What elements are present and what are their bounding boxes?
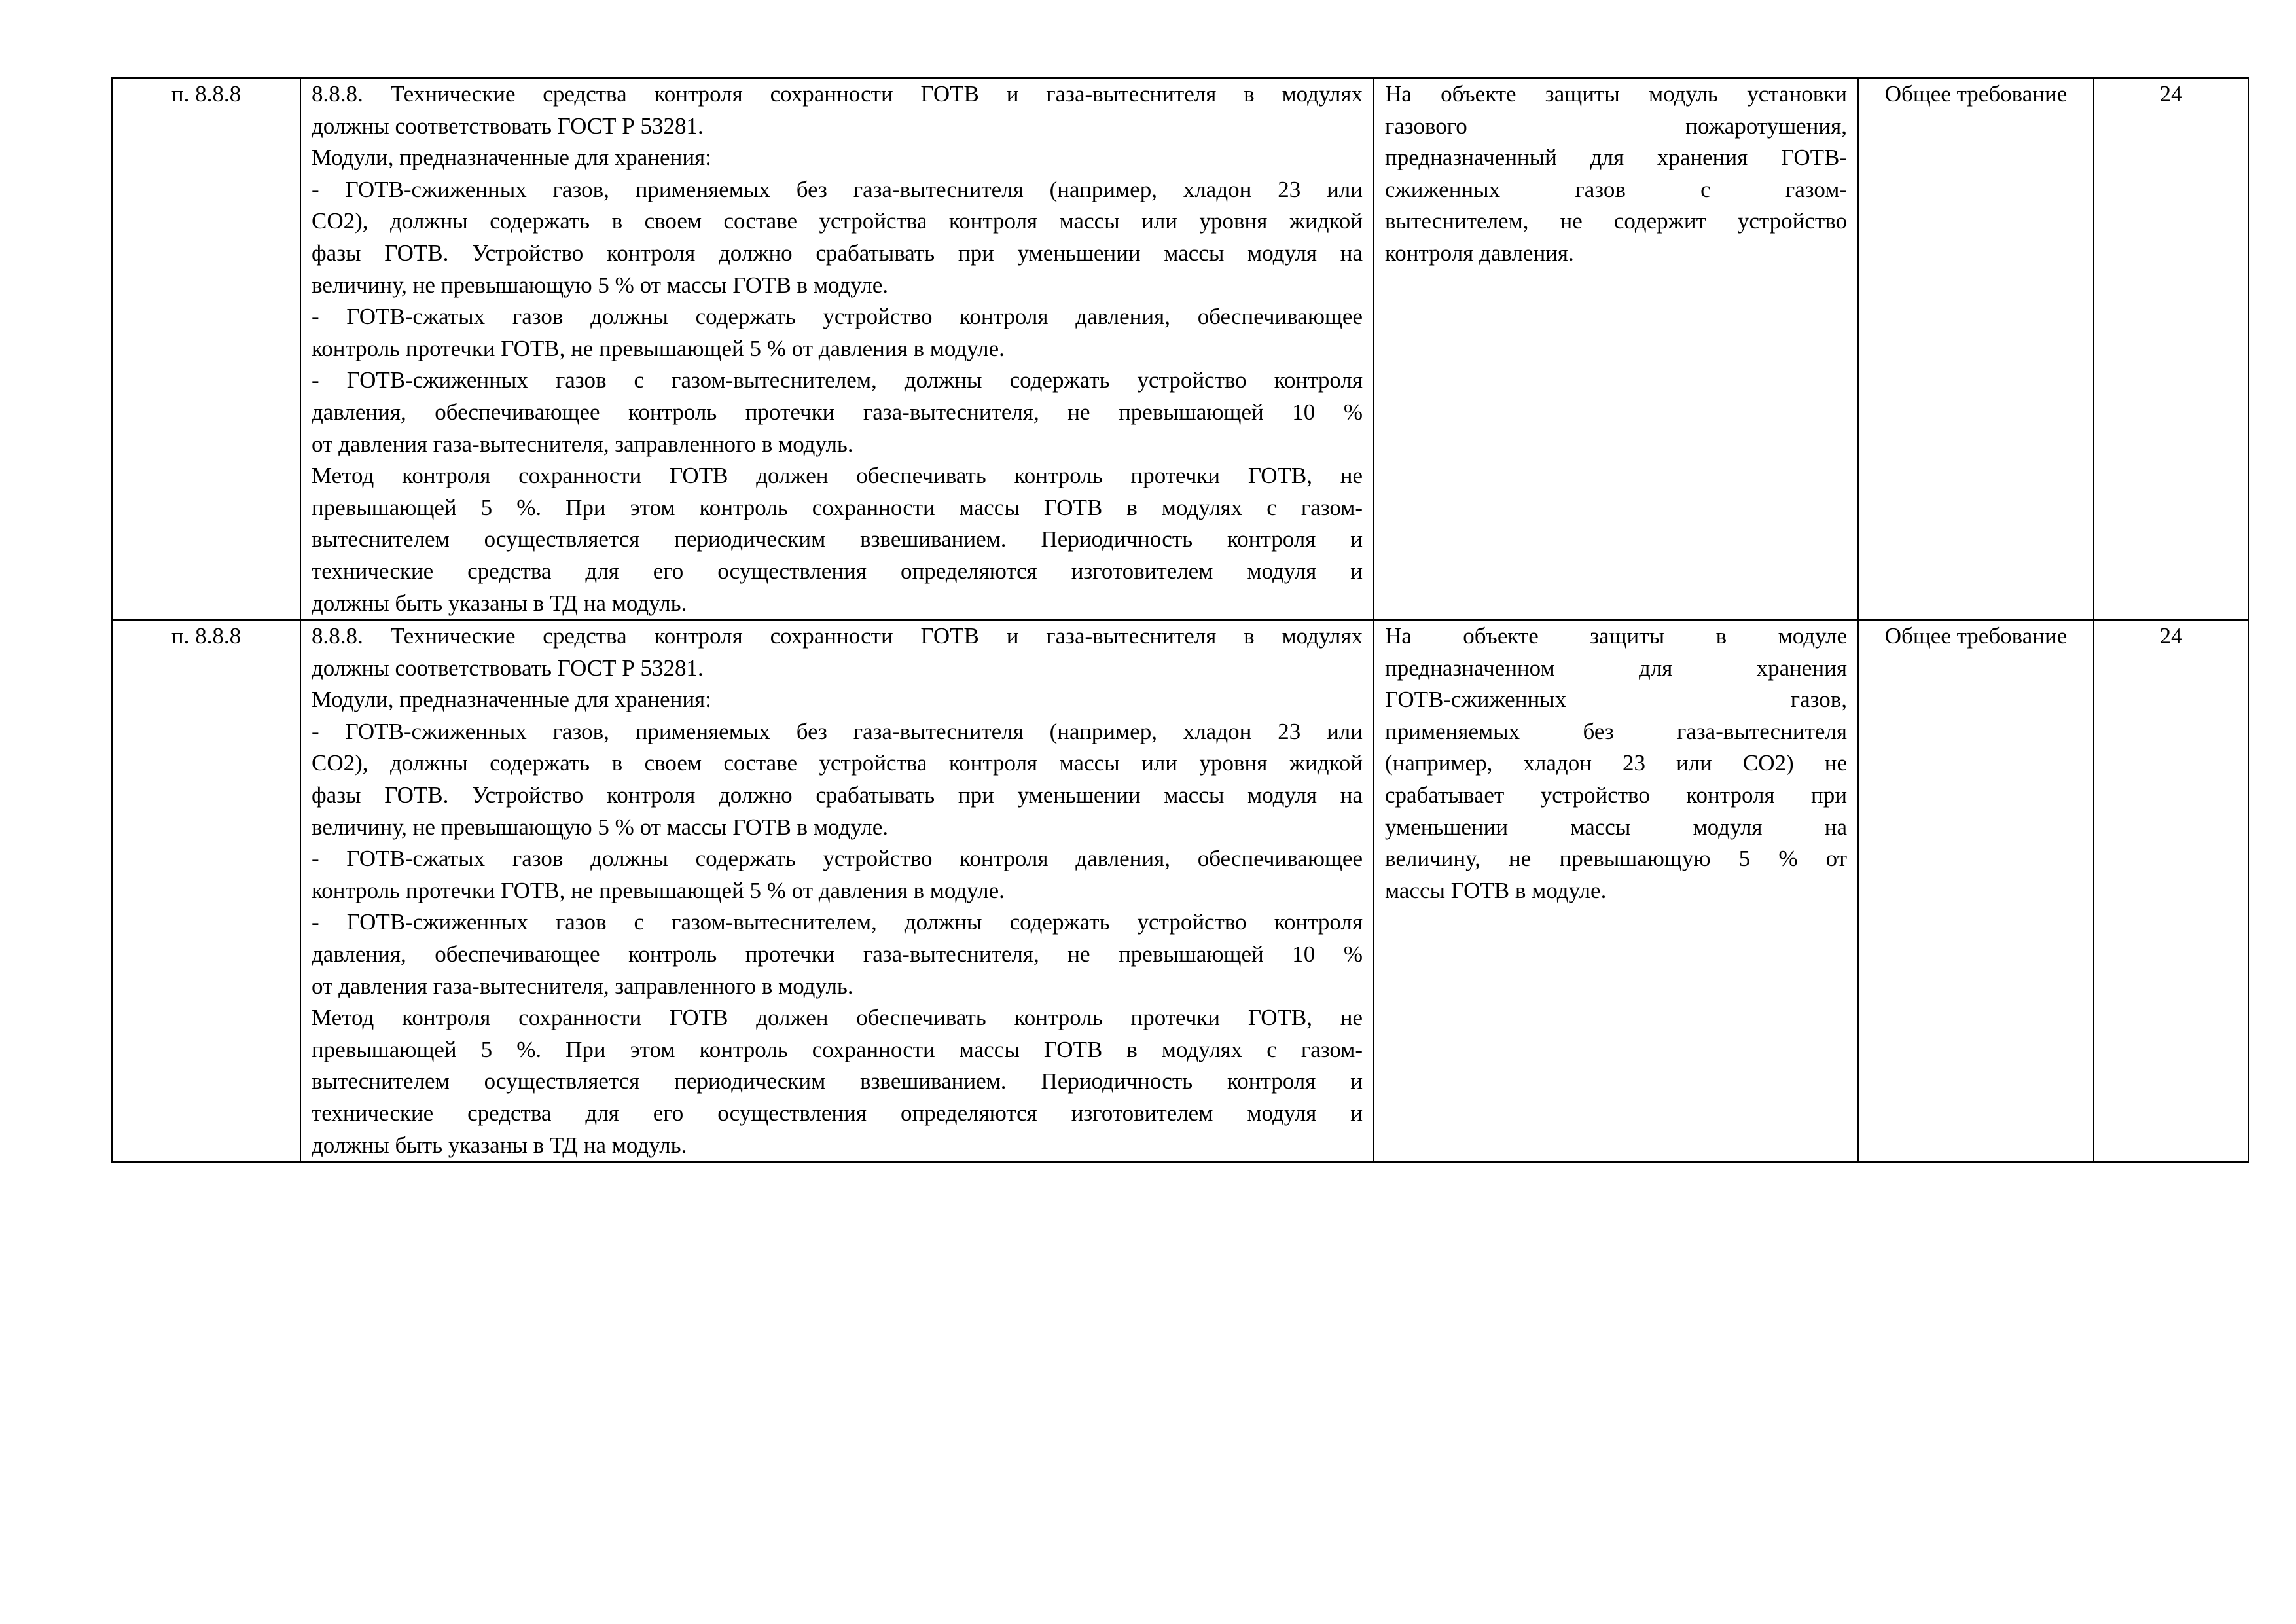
requirement-line: превышающей 5 %. При этом контроль сохранности массы ГОТВ в модулях с газом- [312,1036,1363,1062]
requirement-text-cell [300,620,1374,1162]
violation-line: На объекте защиты модуль установки [1385,81,1847,107]
violation-line: уменьшении массы модуля на [1385,814,1847,840]
violation-line: вытеснителем, не содержит устройство [1385,208,1847,234]
requirements-table [111,77,2249,1163]
requirement-line: - ГОТВ-сжиженных газов, применяемых без газа-вытеснителя (например, хладон 23 или [312,176,1363,202]
requirement-line: 8.8.8. Технические средства контроля сохранности ГОТВ и газа-вытеснителя в модулях [312,81,1363,107]
requirement-line: контроль протечки ГОТВ, не превышающей 5 % от давления в модуле. [312,335,1005,361]
violation-description-cell [1374,78,1858,620]
violation-line: величину, не превышающую 5 % от [1385,846,1847,872]
requirement-type-cell: Общее требование [1858,620,2094,1162]
requirement-line: должны соответствовать ГОСТ Р 53281. [312,655,704,681]
requirement-line: давления, обеспечивающее контроль протечки газа-вытеснителя, не превышающей 10 % [312,941,1363,967]
violation-line: применяемых без газа-вытеснителя [1385,718,1847,744]
requirement-line: технические средства для его осуществления определяются изготовителем модуля и [312,1100,1363,1126]
requirement-line: Модули, предназначенные для хранения: [312,145,711,171]
reference-number-cell: 24 [2094,620,2248,1162]
requirement-line: СО2), должны содержать в своем составе устройства контроля массы или уровня жидкой [312,208,1363,234]
requirement-line: от давления газа-вытеснителя, заправленного в модуль. [312,431,853,457]
requirement-line: должны быть указаны в ТД на модуль. [312,590,687,616]
requirement-line: должны соответствовать ГОСТ Р 53281. [312,113,704,139]
violation-line: газового пожаротушения, [1385,113,1847,139]
requirement-line: вытеснителем осуществляется периодическим взвешиванием. Периодичность контроля и [312,1068,1363,1094]
requirement-type-cell: Общее требование [1858,78,2094,620]
clause-cell: п. 8.8.8 [112,78,300,620]
requirement-line: Модули, предназначенные для хранения: [312,687,711,713]
requirement-line: - ГОТВ-сжатых газов должны содержать устройство контроля давления, обеспечивающее [312,846,1363,872]
requirement-text-cell [300,78,1374,620]
clause-cell: п. 8.8.8 [112,620,300,1162]
requirement-line: СО2), должны содержать в своем составе устройства контроля массы или уровня жидкой [312,750,1363,776]
requirement-line: Метод контроля сохранности ГОТВ должен обеспечивать контроль протечки ГОТВ, не [312,463,1363,489]
requirement-line: должны быть указаны в ТД на модуль. [312,1132,687,1158]
requirement-line: превышающей 5 %. При этом контроль сохранности массы ГОТВ в модулях с газом- [312,494,1363,520]
violation-line: ГОТВ-сжиженных газов, [1385,687,1847,713]
requirement-line: - ГОТВ-сжиженных газов, применяемых без газа-вытеснителя (например, хладон 23 или [312,718,1363,744]
requirement-line: вытеснителем осуществляется периодическим взвешиванием. Периодичность контроля и [312,526,1363,552]
requirement-line: фазы ГОТВ. Устройство контроля должно срабатывать при уменьшении массы модуля на [312,240,1363,266]
requirement-line: давления, обеспечивающее контроль протечки газа-вытеснителя, не превышающей 10 % [312,399,1363,425]
table-row [112,78,2248,620]
requirement-line: величину, не превышающую 5 % от массы ГОТВ в модуле. [312,814,888,840]
requirement-line: контроль протечки ГОТВ, не превышающей 5 % от давления в модуле. [312,877,1005,903]
requirement-line: фазы ГОТВ. Устройство контроля должно срабатывать при уменьшении массы модуля на [312,782,1363,808]
violation-line: контроля давления. [1385,240,1574,266]
requirement-line: - ГОТВ-сжиженных газов с газом-вытеснителем, должны содержать устройство контроля [312,909,1363,935]
violation-line: предназначенном для хранения [1385,655,1847,681]
violation-line: сжиженных газов с газом- [1385,176,1847,202]
requirement-line: - ГОТВ-сжиженных газов с газом-вытеснителем, должны содержать устройство контроля [312,367,1363,393]
reference-number-cell: 24 [2094,78,2248,620]
violation-line: срабатывает устройство контроля при [1385,782,1847,808]
violation-line: предназначенный для хранения ГОТВ- [1385,145,1847,171]
requirement-line: 8.8.8. Технические средства контроля сохранности ГОТВ и газа-вытеснителя в модулях [312,623,1363,649]
violation-line: (например, хладон 23 или СО2) не [1385,750,1847,776]
requirement-line: от давления газа-вытеснителя, заправленного в модуль. [312,973,853,999]
requirement-line: технические средства для его осуществления определяются изготовителем модуля и [312,558,1363,584]
violation-description-cell [1374,620,1858,1162]
requirement-line: Метод контроля сохранности ГОТВ должен обеспечивать контроль протечки ГОТВ, не [312,1005,1363,1031]
violation-line: На объекте защиты в модуле [1385,623,1847,649]
requirement-line: величину, не превышающую 5 % от массы ГОТВ в модуле. [312,272,888,298]
requirement-line: - ГОТВ-сжатых газов должны содержать устройство контроля давления, обеспечивающее [312,304,1363,330]
violation-line: массы ГОТВ в модуле. [1385,877,1607,903]
table-row [112,620,2248,1162]
